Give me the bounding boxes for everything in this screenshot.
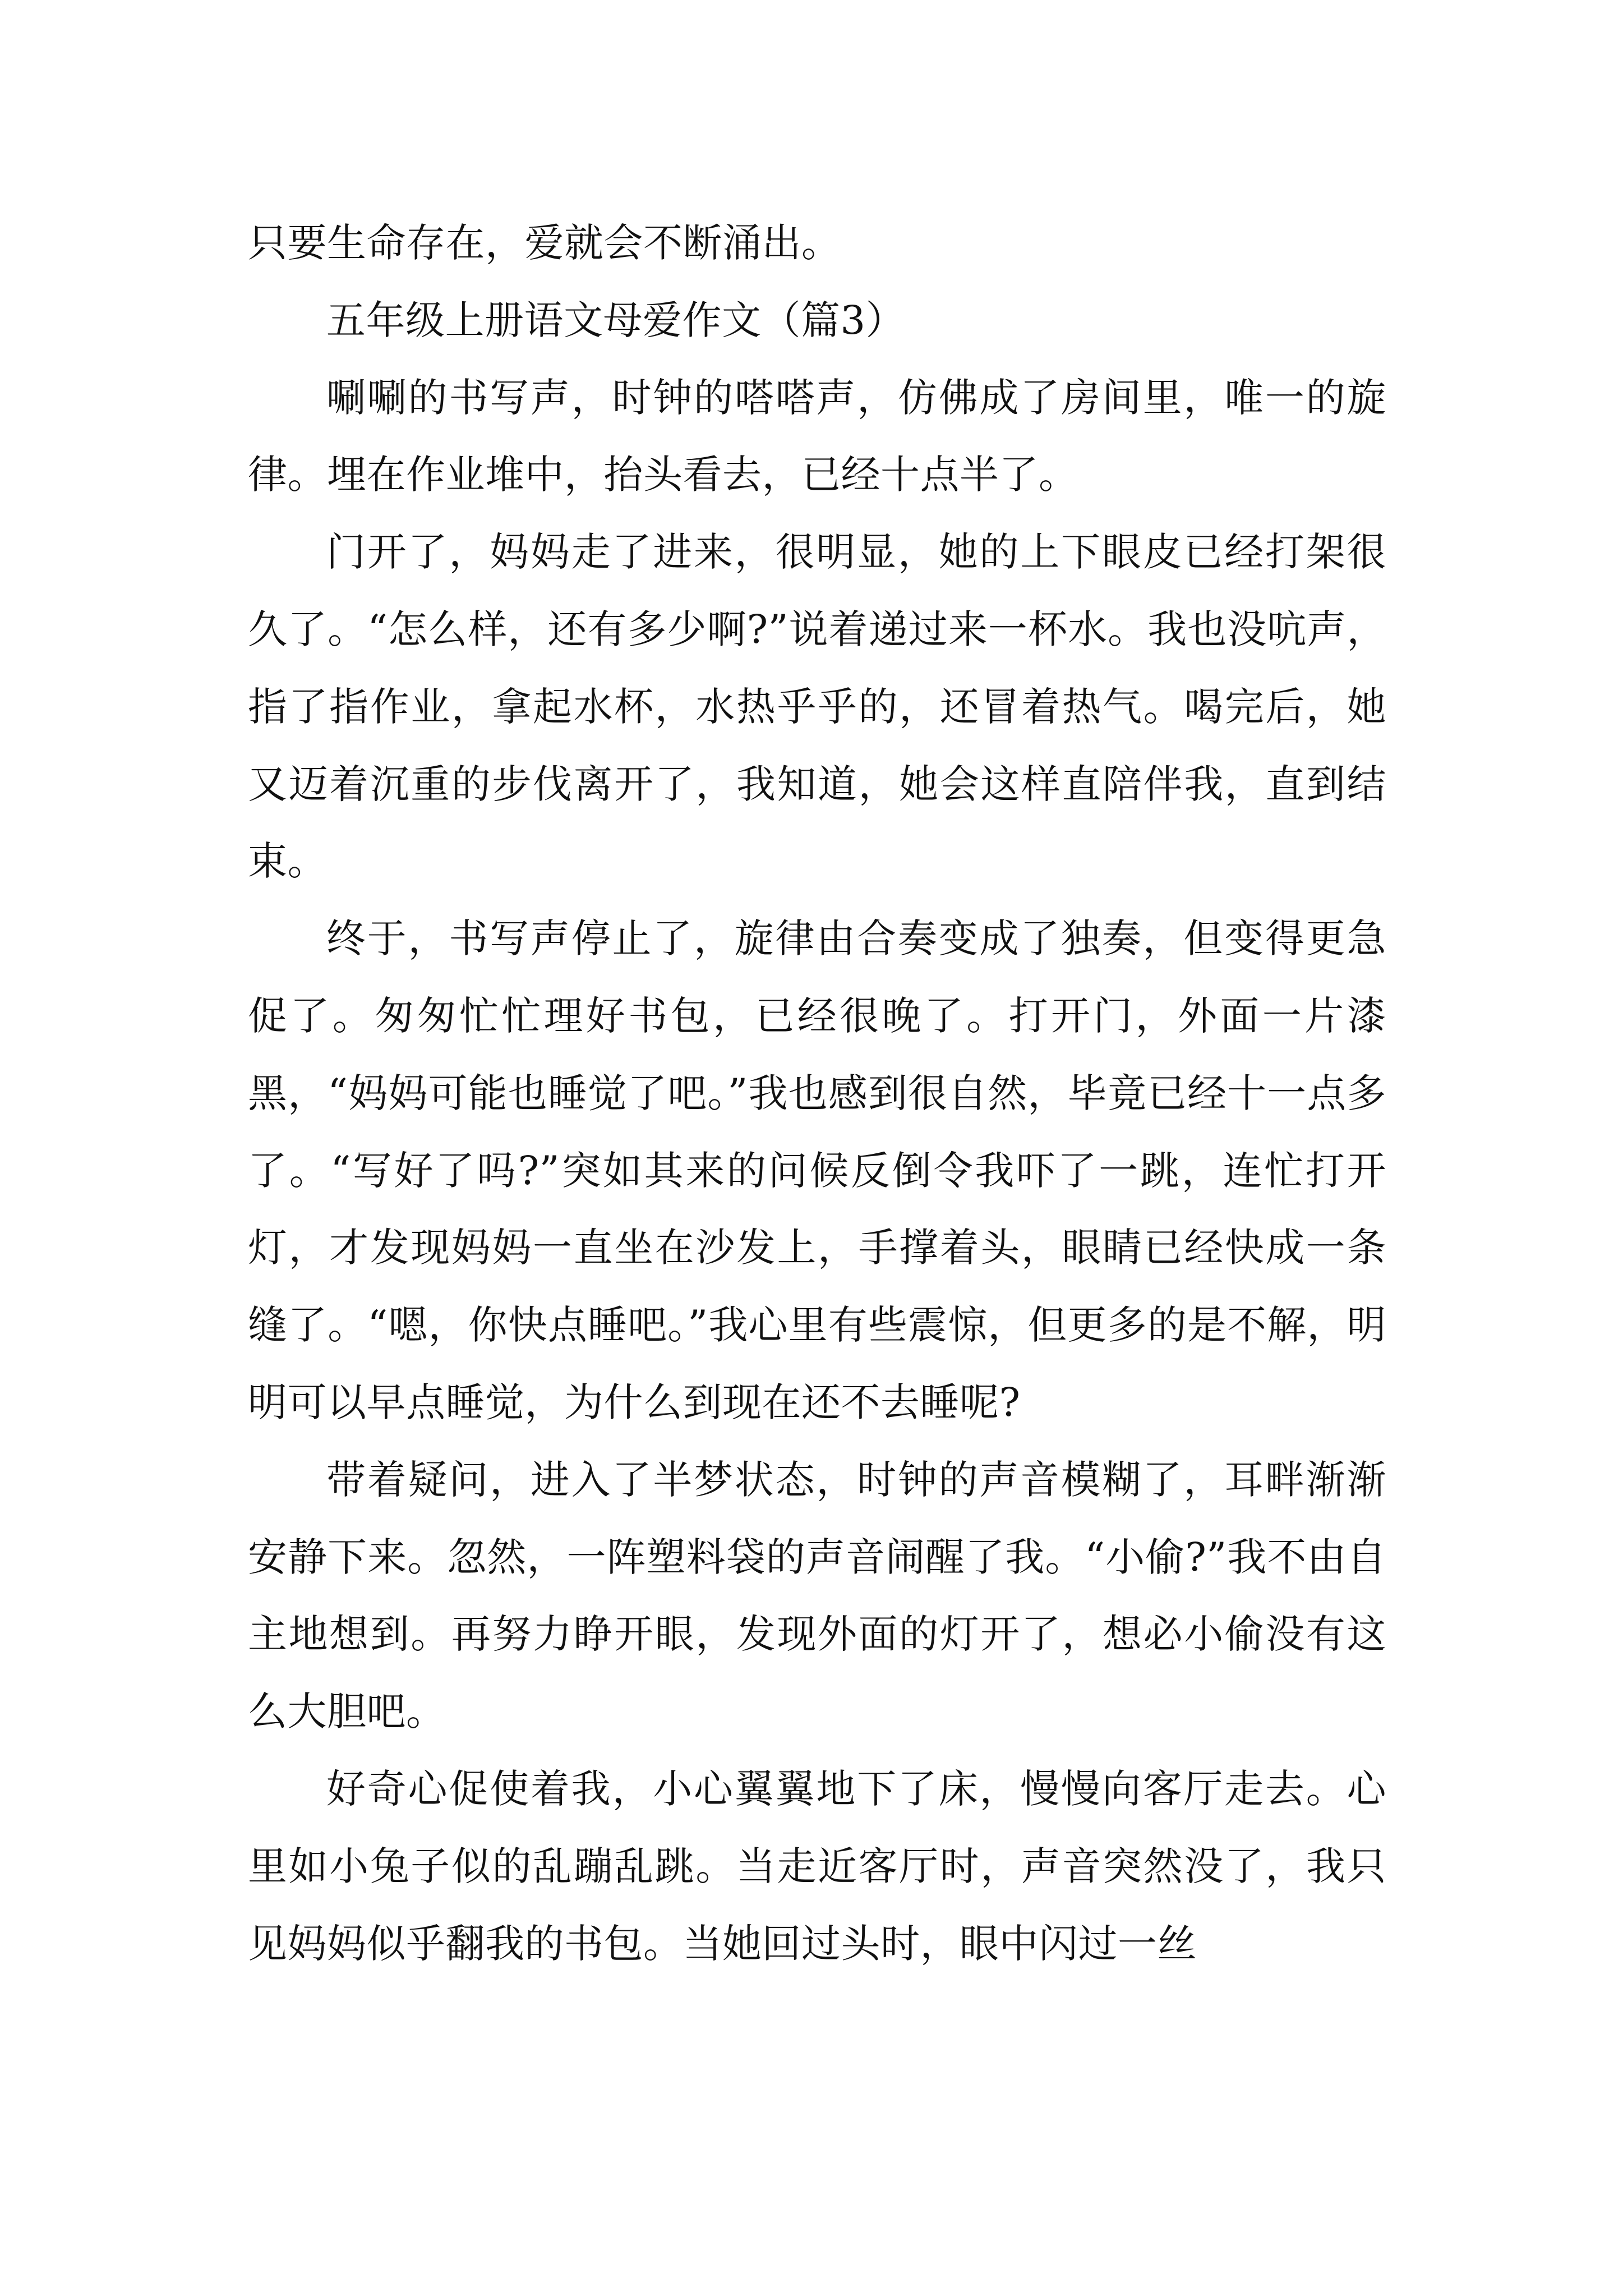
essay-body xyxy=(248,205,1386,1982)
essay-title: 五年级上册语文母爱作文（篇3） xyxy=(326,297,906,343)
paragraph-1: 唰唰的书写声，时钟的嗒嗒声，仿佛成了房间里，唯一的旋律。埋在作业堆中，抬头看去，已经十点半了。 xyxy=(248,374,1386,498)
paragraph-3: 终于，书写声停止了，旋律由合奏变成了独奏，但变得更急促了。匆匆忙忙理好书包，已经很晚了。打开门，外面一片漆黑，“妈妈可能也睡觉了吧。”我也感到很自然，毕竟已经十一点多了。“写好了吗?”突如其来的问候反倒令我吓了一跳，连忙打开灯，才发现妈妈一直坐在沙发上，手撑着头，眼睛已经快成一条缝了。“嗯，你快点睡吧。”我心里有些震惊，但更多的是不解，明明可以早点睡觉，为什么到现在还不去睡呢? xyxy=(248,915,1386,1425)
paragraph-5: 好奇心促使着我，小心翼翼地下了床，慢慢向客厅走去。心里如小兔子似的乱蹦乱跳。当走近客厅时，声音突然没了，我只见妈妈似乎翻我的书包。当她回过头时，眼中闪过一丝 xyxy=(248,1765,1386,1967)
paragraph-2: 门开了，妈妈走了进来，很明显，她的上下眼皮已经打架很久了。“怎么样，还有多少啊?”说着递过来一杯水。我也没吭声，指了指作业，拿起水杯，水热乎乎的，还冒着热气。喝完后，她又迈着沉重的步伐离开了，我知道，她会这样直陪伴我，直到结束。 xyxy=(248,529,1386,885)
paragraph-closing-line: 只要生命存在，爱就会不断涌出。 xyxy=(248,220,841,266)
paragraph-4: 带着疑问，进入了半梦状态，时钟的声音模糊了，耳畔渐渐安静下来。忽然，一阵塑料袋的声音闹醒了我。“小偷?”我不由自主地想到。再努力睁开眼，发现外面的灯开了，想必小偷没有这么大胆吧。 xyxy=(248,1456,1386,1735)
